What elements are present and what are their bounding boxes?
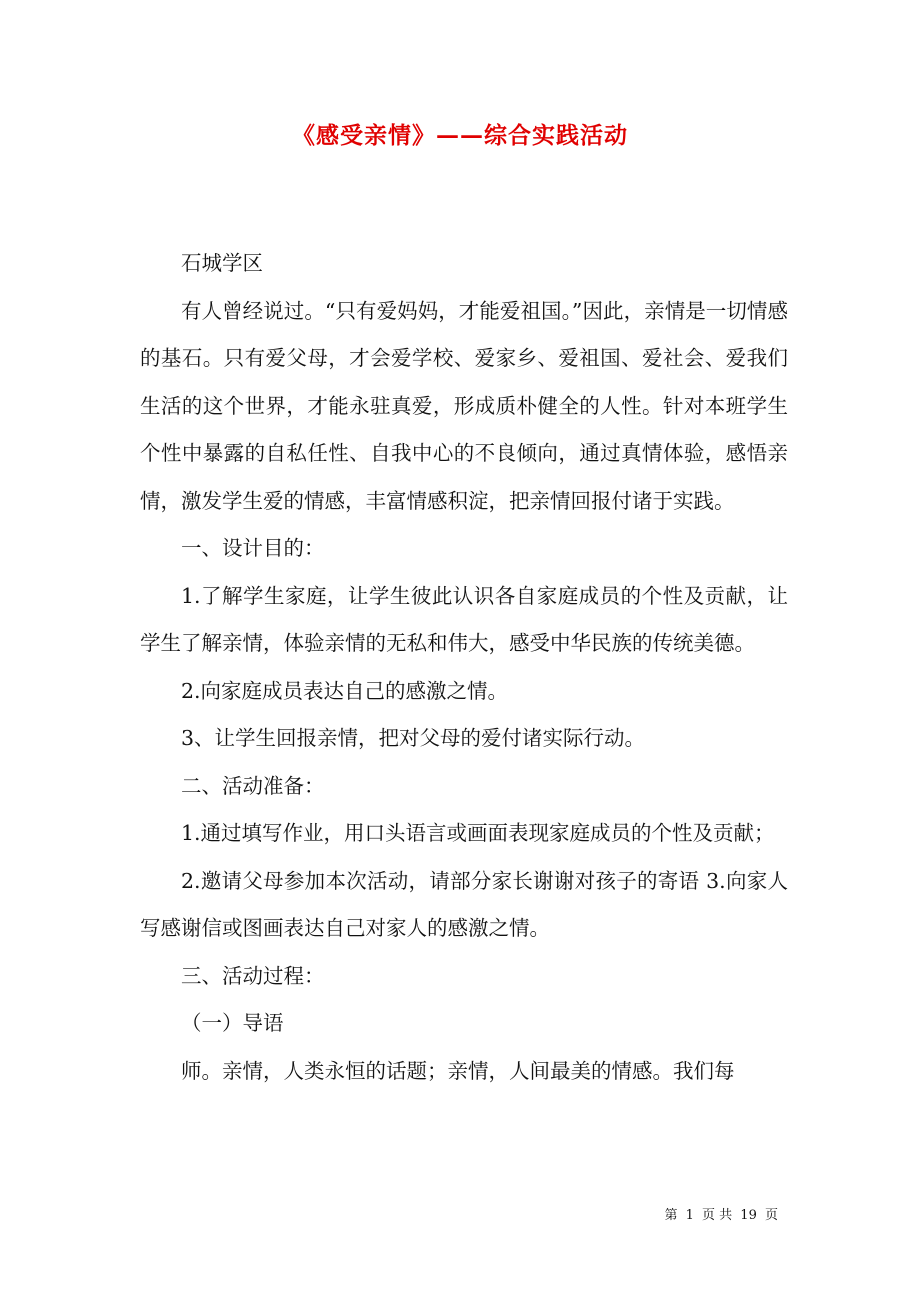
document-body	[140, 240, 788, 1095]
footer-prefix: 第	[664, 1208, 678, 1223]
school-name: 石城学区	[181, 251, 263, 275]
intro-paragraph: 有人曾经说过。“只有爱妈妈，才能爱祖国。”因此，亲情是一切情感的基石。只有爱父母，才会爱学校、爱家乡、爱祖国、爱社会、爱我们生活的这个世界，才能永驻真爱，形成质朴健全的人性。针对本班学生个性中暴露的自私任性、自我中心的不良倾向，通过真情体验，感悟亲情，激发学生爱的情感，丰富情感积淀，把亲情回报付诸于实践。	[140, 298, 788, 513]
preparation-item-2: 2.邀请父母参加本次活动，请部分家长谢谢对孩子的寄语 3.向家人写感谢信或图画表达自己对家人的感激之情。	[140, 868, 788, 940]
section-heading-process: 三、活动过程：	[181, 963, 325, 988]
preparation-item-1: 1.通过填写作业，用口头语言或画面表现家庭成员的个性及贡献；	[181, 821, 775, 845]
goal-item-3: 3、让学生回报亲情，把对父母的爱付诸实际行动。	[181, 726, 646, 750]
section-heading-goals: 一、设计目的：	[181, 536, 325, 560]
section-heading-preparation: 二、活动准备：	[181, 773, 325, 798]
footer-page-number: 1	[685, 1208, 694, 1223]
teacher-paragraph: 师。亲情，人类永恒的话题；亲情，人间最美的情感。我们每	[181, 1058, 735, 1083]
document-title: 《感受亲情》——综合实践活动	[292, 122, 628, 149]
footer-suffix: 页	[764, 1208, 778, 1223]
footer-middle: 页 共	[702, 1208, 733, 1223]
goal-item-1: 1.了解学生家庭，让学生彼此认识各自家庭成员的个性及贡献，让学生了解亲情，体验亲情的无私和伟大，感受中华民族的传统美德。	[140, 583, 788, 655]
subsection-heading-intro: （一）导语	[181, 1011, 284, 1035]
footer-total-pages: 19	[740, 1208, 757, 1223]
page-footer	[0, 1206, 780, 1226]
goal-item-2: 2.向家庭成员表达自己的感激之情。	[181, 678, 509, 703]
